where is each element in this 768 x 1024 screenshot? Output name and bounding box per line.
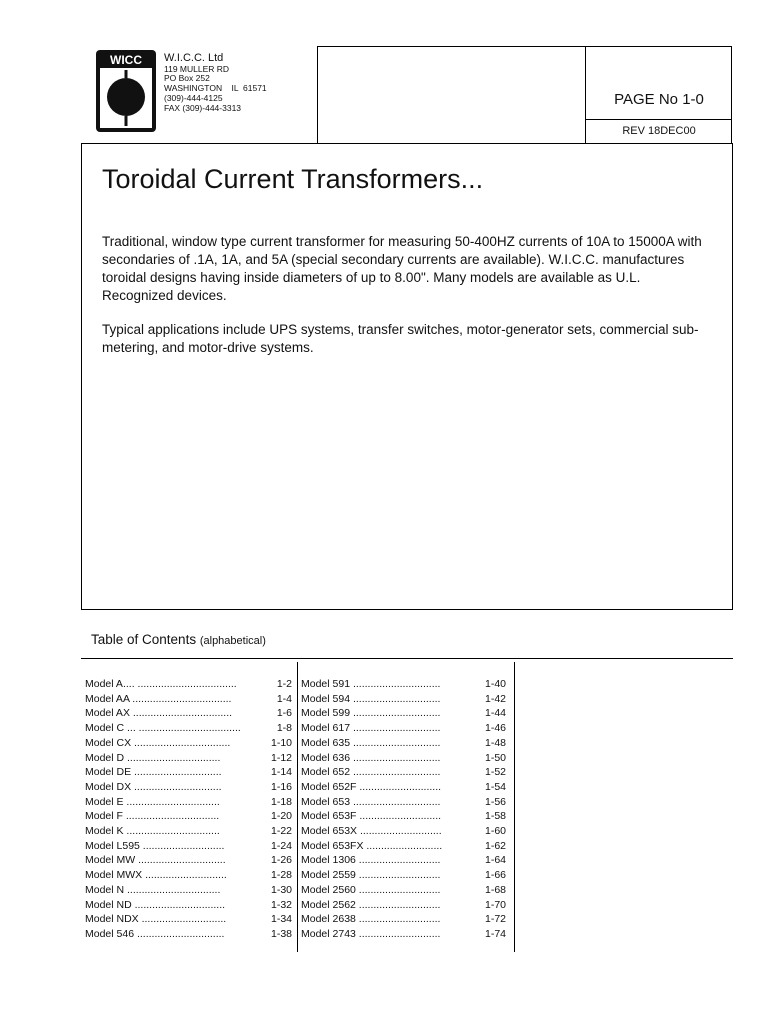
toc-model-name: Model 652 .............................. [301, 766, 441, 779]
toc-page-number: 1-20 [270, 810, 292, 823]
toc-entry [85, 692, 292, 707]
toc-model-name: Model MW .............................. [85, 854, 226, 867]
toc-model-name: Model ND ............................... [85, 898, 226, 911]
page-number: PAGE No 1-0 [614, 91, 704, 108]
toc-model-name: Model DX .............................. [85, 780, 222, 793]
toc-entry [301, 751, 506, 766]
toc-entry [301, 795, 506, 810]
toc-page-number: 1-50 [484, 751, 506, 764]
toc-page-number: 1-68 [484, 883, 506, 896]
fax-line: FAX (309)-444-3313 [164, 102, 242, 113]
toc-model-name: Model 2560 ............................ [301, 883, 441, 896]
toc-page-number: 1-64 [484, 854, 506, 867]
toc-page-number: 1-42 [484, 692, 506, 705]
toc-title: Table of Contents [91, 632, 197, 647]
page-title: Toroidal Current Transformers... [102, 164, 484, 194]
svg-text:WICC: WICC [110, 53, 142, 67]
toc-column-divider [514, 662, 515, 952]
toc-model-name: Model 2638 ............................ [301, 913, 441, 926]
toc-entry [301, 912, 506, 927]
toc-page-number: 1-16 [270, 780, 292, 793]
wicc-logo [96, 50, 156, 132]
toc-page-number: 1-4 [276, 692, 292, 705]
toc-page-number: 1-12 [270, 751, 292, 764]
toc-page-number: 1-38 [270, 927, 292, 940]
toc-model-name: Model 652F ............................ [301, 780, 442, 793]
toc-entry [301, 780, 506, 795]
toc-page-number: 1-2 [276, 678, 292, 690]
toc-model-name: Model DE .............................. [85, 766, 222, 779]
toc-model-name: Model F ................................ [85, 810, 220, 823]
toc-page-number: 1-52 [484, 766, 506, 779]
toc-model-name: Model L595 ............................ [85, 839, 225, 852]
toc-entry [301, 824, 506, 839]
toc-entry [301, 839, 506, 854]
toc-model-name: Model AA .................................. [85, 692, 232, 705]
toc-entry [85, 839, 292, 854]
applications-paragraph: Typical applications include UPS systems, transfer switches, motor-generator sets, commercial sub-metering, and motor-drive systems. [102, 322, 699, 355]
toc-entry [85, 765, 292, 780]
toc-page-number: 1-62 [484, 839, 506, 852]
toc-entry [85, 751, 292, 766]
toc-page-number: 1-18 [270, 795, 292, 808]
toc-page-number: 1-44 [484, 707, 506, 720]
company-info [164, 52, 267, 113]
toc-model-name: Model A.... .................................. [85, 678, 237, 690]
toc-entry [301, 809, 506, 824]
toc-page-number: 1-60 [484, 825, 506, 838]
toc-model-name: Model 2559 ............................ [301, 869, 441, 882]
toc-model-name: Model 653F ............................ [301, 810, 442, 823]
toc-model-name: Model 591 .............................. [301, 678, 441, 690]
toc-page-number: 1-66 [484, 869, 506, 882]
header-row-divider [585, 119, 731, 120]
toc-page-number: 1-26 [270, 854, 292, 867]
toc-entry [301, 868, 506, 883]
toc-entry [85, 795, 292, 810]
toc-page-number: 1-24 [270, 839, 292, 852]
main-content-box [81, 143, 733, 610]
toc-model-name: Model N ................................ [85, 883, 221, 896]
toc-entry [301, 853, 506, 868]
toc-model-name: Model NDX ............................. [85, 913, 227, 926]
toc-entry [85, 736, 292, 751]
toc-page-number: 1-14 [270, 766, 292, 779]
toc-page-number: 1-10 [270, 736, 292, 749]
address-line: WASHINGTON IL 61571 [164, 83, 267, 94]
toc-page-number: 1-72 [484, 913, 506, 926]
header-box [317, 46, 732, 144]
toc-page-number: 1-56 [484, 795, 506, 808]
toc-model-name: Model 653X ............................ [301, 825, 442, 838]
toc-entry [85, 898, 292, 913]
toc-model-name: Model MWX ............................ [85, 869, 227, 882]
toc-entry [301, 927, 506, 942]
toc-entry [301, 677, 506, 692]
revision-label: REV 18DEC00 [622, 125, 696, 137]
toc-model-name: Model 653FX .......................... [301, 839, 443, 852]
toc-model-name: Model D ................................ [85, 751, 221, 764]
toc-entry [85, 721, 292, 736]
toc-model-name: Model 653 .............................. [301, 795, 441, 808]
description-paragraph: Traditional, window type current transformer for measuring 50-400HZ currents of 10A to 15000A with secondaries of .1A, 1A, and 5A (special secondary currents are available). W.I.C.C. manufactures toroidal designs having inside diameters of up to 8.00". Many models are available as U.L. Recognized devices. [102, 234, 702, 303]
toc-page-number: 1-58 [484, 810, 506, 823]
toc-divider [81, 658, 733, 659]
toc-entry [85, 824, 292, 839]
toc-entry [85, 912, 292, 927]
toc-page-number: 1-46 [484, 722, 506, 735]
toc-entry [301, 765, 506, 780]
toc-model-name: Model 599 .............................. [301, 707, 441, 720]
toc-entry [85, 868, 292, 883]
company-name: W.I.C.C. Ltd [164, 52, 224, 64]
toc-entry [301, 883, 506, 898]
toc-page-number: 1-22 [270, 825, 292, 838]
toc-entry [85, 927, 292, 942]
toc-page-number: 1-32 [270, 898, 292, 911]
toc-model-name: Model AX .................................. [85, 707, 233, 720]
toc-model-name: Model 636 .............................. [301, 751, 441, 764]
phone-line: (309)-444-4125 [164, 92, 223, 103]
toc-model-name: Model 1306 ............................ [301, 854, 441, 867]
toc-model-name: Model K ................................ [85, 825, 220, 838]
toc-model-name: Model 2743 ............................ [301, 927, 441, 940]
toc-entry [85, 706, 292, 721]
toc-entry [85, 780, 292, 795]
toc-entry [301, 721, 506, 736]
toc-page-number: 1-70 [484, 898, 506, 911]
toc-model-name: Model 635 .............................. [301, 736, 441, 749]
toc-page-number: 1-40 [484, 678, 506, 690]
toc-model-name: Model 2562 ............................ [301, 898, 441, 911]
toc-entry [85, 809, 292, 824]
toc-column-divider [297, 662, 298, 952]
toc-model-name: Model E ................................ [85, 795, 220, 808]
toc-page-number: 1-48 [484, 736, 506, 749]
toc-page-number: 1-28 [270, 869, 292, 882]
toc-entry [85, 883, 292, 898]
toc-column-1 [85, 677, 292, 942]
toc-model-name: Model 546 .............................. [85, 927, 225, 940]
address-line: PO Box 252 [164, 73, 210, 84]
toc-model-name: Model 617 .............................. [301, 722, 441, 735]
toc-subtitle: (alphabetical) [199, 635, 266, 647]
toc-page-number: 1-8 [276, 722, 292, 735]
toc-entry [301, 692, 506, 707]
toc-entry [301, 706, 506, 721]
toc-page-number: 1-6 [276, 707, 292, 720]
toc-model-name: Model C ... ................................... [85, 722, 241, 735]
toc-column-2 [301, 677, 506, 942]
toc-page-number: 1-54 [484, 780, 506, 793]
toc-page-number: 1-34 [270, 913, 292, 926]
toc-model-name: Model 594 .............................. [301, 692, 441, 705]
toc-entry [85, 677, 292, 692]
toc-heading [91, 632, 266, 647]
toc-entry [301, 898, 506, 913]
toc-entry [85, 853, 292, 868]
toc-model-name: Model CX ................................. [85, 736, 231, 749]
toc-entry [301, 736, 506, 751]
address-line: 119 MULLER RD [164, 63, 230, 74]
toc-page-number: 1-74 [484, 927, 506, 940]
toc-page-number: 1-30 [270, 883, 292, 896]
